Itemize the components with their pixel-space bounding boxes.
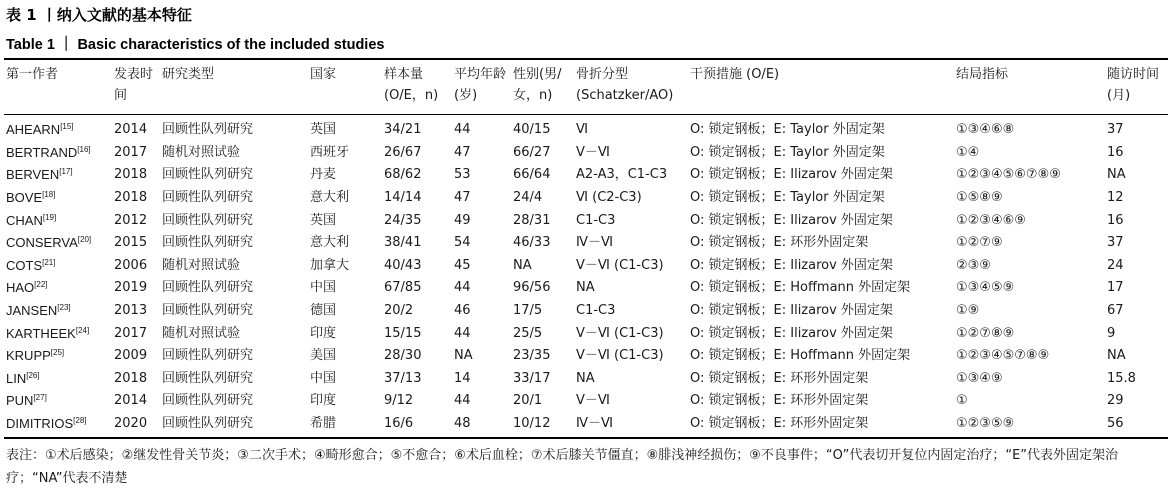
table-bottom-rule [4, 437, 1168, 439]
cell-intervention: O: 锁定钢板；E: Ilizarov 外固定架 [690, 212, 893, 228]
cell-sex: 40/15 [513, 122, 551, 138]
cell-sex: 17/5 [513, 303, 543, 319]
cell-author [4, 164, 112, 187]
cell-followup: 16 [1107, 212, 1124, 228]
table-row [4, 187, 1168, 210]
header-outcome: 结局指标 [956, 67, 1009, 82]
cell-sex: 33/17 [513, 370, 551, 386]
table-header-row [4, 62, 1168, 114]
cell-type: 随机对照试验 [162, 325, 241, 341]
cell-fracture: Ⅵ [576, 122, 588, 138]
cell-sex: 20/1 [513, 393, 543, 409]
reference-number: [26] [26, 370, 40, 380]
cell-intervention: O: 锁定钢板；E: 环形外固定架 [690, 416, 869, 432]
cell-followup: 37 [1107, 235, 1124, 251]
cell-author [4, 142, 112, 165]
cell-sex: 10/12 [513, 416, 551, 432]
cell-age: 49 [454, 212, 471, 228]
cell-sample: 40/43 [384, 257, 422, 273]
author-name: CONSERVA [6, 235, 78, 251]
cell-year: 2009 [114, 348, 148, 364]
author-name: AHEARN [6, 122, 61, 138]
cell-year: 2014 [114, 122, 148, 138]
cell-intervention: O: 锁定钢板；E: Taylor 外固定架 [690, 144, 885, 160]
cell-age: 14 [454, 370, 471, 386]
cell-fracture: Ⅴ－Ⅵ [576, 144, 610, 160]
header-age: 平均年龄(岁) [454, 67, 507, 103]
cell-type: 回顾性队列研究 [162, 303, 254, 319]
cell-outcome: ①③④⑤⑨ [956, 280, 1015, 296]
table-row [4, 277, 1168, 300]
cell-followup: 9 [1107, 325, 1116, 341]
cell-type: 回顾性队列研究 [162, 190, 254, 206]
cell-country: 英国 [310, 122, 337, 138]
reference-number: [19] [42, 212, 57, 222]
author-name: JANSEN [6, 303, 58, 319]
cell-intervention: O: 锁定钢板；E: Taylor 外固定架 [690, 190, 885, 206]
cell-followup: 16 [1107, 144, 1124, 160]
cell-year: 2013 [114, 303, 148, 319]
cell-sex: 46/33 [513, 235, 551, 251]
author-name: HAO [6, 280, 35, 296]
cell-age: 47 [454, 144, 471, 160]
cell-sample: 68/62 [384, 167, 422, 183]
author-name: CHAN [6, 212, 43, 228]
cell-sex: 28/31 [513, 212, 551, 228]
cell-age: 47 [454, 190, 471, 206]
header-sample: 样本量(O/E，n) [384, 67, 439, 103]
table-row [4, 232, 1168, 255]
cell-type: 回顾性队列研究 [162, 212, 254, 228]
cell-age: 44 [454, 325, 471, 341]
cell-country: 意大利 [310, 235, 350, 251]
table-row [4, 300, 1168, 323]
cell-age: 45 [454, 257, 471, 273]
table-caption-en: Table 1 ｜ Basic characteristics of the included studies [6, 37, 385, 53]
cell-intervention: O: 锁定钢板；E: Hoffmann 外固定架 [690, 280, 911, 296]
cell-sample: 38/41 [384, 235, 422, 251]
cell-outcome: ①⑤⑧⑨ [956, 190, 1003, 206]
cell-fracture: NA [576, 280, 595, 296]
cell-year: 2006 [114, 257, 148, 273]
author-name: KRUPP [6, 348, 51, 364]
cell-type: 回顾性队列研究 [162, 370, 254, 386]
cell-age: 53 [454, 167, 471, 183]
table-row [4, 368, 1168, 391]
reference-number: [28] [73, 416, 87, 426]
cell-fracture: Ⅴ－Ⅵ [576, 393, 610, 409]
cell-country: 加拿大 [310, 257, 350, 273]
cell-country: 英国 [310, 212, 337, 228]
cell-year: 2018 [114, 167, 148, 183]
cell-intervention: O: 锁定钢板；E: 环形外固定架 [690, 235, 869, 251]
cell-age: 46 [454, 303, 471, 319]
cell-followup: 37 [1107, 122, 1124, 138]
table-row [4, 345, 1168, 368]
cell-sex: NA [513, 257, 532, 273]
cell-intervention: O: 锁定钢板；E: Taylor 外固定架 [690, 122, 885, 138]
cell-sex: 66/27 [513, 144, 551, 160]
cell-outcome: ①②⑦⑨ [956, 235, 1003, 251]
header-followup: 随访时间(月) [1107, 67, 1160, 103]
table-row [4, 209, 1168, 232]
characteristics-table [4, 62, 1168, 435]
cell-sample: 20/2 [384, 303, 414, 319]
cell-sample: 16/6 [384, 416, 414, 432]
cell-author [4, 187, 112, 210]
table-row [4, 142, 1168, 165]
reference-number: [15] [60, 122, 74, 132]
cell-sample: 14/14 [384, 190, 422, 206]
cell-intervention: O: 锁定钢板；E: 环形外固定架 [690, 370, 869, 386]
reference-number: [25] [50, 348, 65, 358]
cell-fracture: Ⅴ－Ⅵ (C1-C3) [576, 325, 664, 341]
cell-sex: 96/56 [513, 280, 551, 296]
cell-age: 44 [454, 393, 471, 409]
cell-outcome: ①③④⑥⑧ [956, 122, 1015, 138]
cell-outcome: ①⑨ [956, 303, 980, 319]
cell-type: 回顾性队列研究 [162, 393, 254, 409]
reference-number: [16] [77, 144, 91, 154]
cell-fracture: NA [576, 370, 595, 386]
table-row [4, 413, 1168, 436]
cell-year: 2012 [114, 212, 148, 228]
reference-number: [21] [42, 257, 56, 267]
reference-number: [20] [77, 235, 92, 245]
reference-number: [18] [42, 190, 56, 200]
reference-number: [17] [59, 167, 73, 177]
cell-type: 回顾性队列研究 [162, 280, 254, 296]
table-row [4, 255, 1168, 278]
cell-type: 回顾性队列研究 [162, 416, 254, 432]
cell-sample: 24/35 [384, 212, 422, 228]
cell-age: 44 [454, 122, 471, 138]
cell-year: 2017 [114, 325, 148, 341]
cell-followup: NA [1107, 348, 1126, 364]
cell-intervention: O: 锁定钢板；E: Ilizarov 外固定架 [690, 257, 893, 273]
cell-fracture: C1-C3 [576, 212, 616, 228]
cell-fracture: Ⅴ－Ⅵ (C1-C3) [576, 257, 664, 273]
header-fracture: 骨折分型(Schatzker/AO) [576, 67, 674, 103]
cell-followup: 56 [1107, 416, 1124, 432]
cell-age: 48 [454, 416, 471, 432]
cell-fracture: Ⅵ (C2-C3) [576, 190, 642, 206]
cell-sample: 9/12 [384, 393, 414, 409]
cell-age: 44 [454, 280, 471, 296]
author-name: LIN [6, 370, 27, 386]
author-name: KARTHEEK [6, 325, 76, 341]
cell-age: 54 [454, 235, 471, 251]
cell-followup: 29 [1107, 393, 1124, 409]
cell-year: 2015 [114, 235, 148, 251]
table-note: 表注：①术后感染；②继发性骨关节炎；③二次手术；④畸形愈合；⑤不愈合；⑥术后血栓；⑦术后膝关节僵直；⑧腓浅神经损伤；⑨不良事件；“O”代表切开复位内固定治疗；“E”代表外固定架治疗；“NA”代表不清楚 [6, 448, 1119, 486]
cell-type: 回顾性队列研究 [162, 235, 254, 251]
cell-outcome: ①②⑦⑧⑨ [956, 325, 1015, 341]
header-year: 发表时间 [114, 67, 154, 103]
cell-outcome: ①④ [956, 144, 980, 160]
cell-intervention: O: 锁定钢板；E: Ilizarov 外固定架 [690, 303, 893, 319]
cell-author [4, 255, 112, 278]
author-name: BOVE [6, 190, 43, 206]
cell-age: NA [454, 348, 473, 364]
cell-author [4, 368, 112, 391]
reference-number: [27] [33, 393, 47, 403]
cell-sex: 66/64 [513, 167, 551, 183]
cell-followup: 67 [1107, 303, 1124, 319]
cell-author [4, 413, 112, 436]
author-name: DIMITRIOS [6, 416, 74, 432]
cell-country: 意大利 [310, 190, 350, 206]
header-type: 研究类型 [162, 67, 215, 82]
cell-country: 中国 [310, 370, 337, 386]
cell-author [4, 114, 112, 142]
table-top-rule [4, 58, 1168, 60]
cell-followup: NA [1107, 167, 1126, 183]
cell-outcome: ①②③④⑤⑦⑧⑨ [956, 348, 1050, 364]
cell-outcome: ①②③④⑥⑨ [956, 212, 1026, 228]
cell-outcome: ①③④⑨ [956, 370, 1003, 386]
cell-country: 印度 [310, 325, 337, 341]
reference-number: [23] [57, 303, 71, 313]
cell-sample: 34/21 [384, 122, 422, 138]
cell-country: 丹麦 [310, 167, 337, 183]
reference-number: [22] [34, 280, 48, 290]
table-row [4, 322, 1168, 345]
cell-author [4, 300, 112, 323]
cell-sample: 26/67 [384, 144, 422, 160]
cell-sex: 24/4 [513, 190, 543, 206]
cell-followup: 17 [1107, 280, 1124, 296]
cell-country: 希腊 [310, 416, 337, 432]
cell-intervention: O: 锁定钢板；E: 环形外固定架 [690, 393, 869, 409]
cell-outcome: ① [956, 393, 968, 409]
cell-country: 美国 [310, 348, 337, 364]
cell-author [4, 390, 112, 413]
cell-year: 2018 [114, 190, 148, 206]
cell-outcome: ①②③⑤⑨ [956, 416, 1015, 432]
reference-number: [24] [75, 325, 90, 335]
cell-outcome: ①②③④⑤⑥⑦⑧⑨ [956, 167, 1061, 183]
cell-type: 随机对照试验 [162, 144, 241, 160]
cell-country: 印度 [310, 393, 337, 409]
cell-followup: 15.8 [1107, 370, 1136, 386]
cell-followup: 24 [1107, 257, 1124, 273]
cell-author [4, 322, 112, 345]
cell-year: 2017 [114, 144, 148, 160]
cell-fracture: Ⅴ－Ⅵ (C1-C3) [576, 348, 664, 364]
cell-country: 西班牙 [310, 144, 350, 160]
cell-intervention: O: 锁定钢板；E: Ilizarov 外固定架 [690, 167, 893, 183]
cell-followup: 12 [1107, 190, 1124, 206]
table-row [4, 114, 1168, 142]
table-row [4, 164, 1168, 187]
cell-country: 中国 [310, 280, 337, 296]
cell-intervention: O: 锁定钢板；E: Ilizarov 外固定架 [690, 325, 893, 341]
cell-sample: 67/85 [384, 280, 422, 296]
cell-author [4, 345, 112, 368]
cell-fracture: Ⅳ－Ⅵ [576, 235, 613, 251]
cell-fracture: C1-C3 [576, 303, 616, 319]
cell-outcome: ②③⑨ [956, 257, 991, 273]
cell-type: 回顾性队列研究 [162, 167, 254, 183]
cell-year: 2014 [114, 393, 148, 409]
cell-author [4, 232, 112, 255]
author-name: BERVEN [6, 167, 60, 183]
author-name: PUN [6, 393, 34, 409]
cell-sex: 25/5 [513, 325, 543, 341]
header-country: 国家 [310, 67, 337, 82]
cell-type: 回顾性队列研究 [162, 122, 254, 138]
table-body [4, 114, 1168, 435]
cell-year: 2019 [114, 280, 148, 296]
author-name: COTS [6, 257, 43, 273]
cell-author [4, 277, 112, 300]
cell-country: 德国 [310, 303, 337, 319]
cell-type: 随机对照试验 [162, 257, 241, 273]
cell-fracture: Ⅳ－Ⅵ [576, 416, 613, 432]
cell-sex: 23/35 [513, 348, 551, 364]
cell-type: 回顾性队列研究 [162, 348, 254, 364]
cell-sample: 28/30 [384, 348, 422, 364]
cell-sample: 37/13 [384, 370, 422, 386]
cell-author [4, 209, 112, 232]
header-sex: 性别(男/女，n) [513, 67, 562, 103]
table-row [4, 390, 1168, 413]
header-author: 第一作者 [6, 67, 59, 82]
cell-intervention: O: 锁定钢板；E: Hoffmann 外固定架 [690, 348, 911, 364]
author-name: BERTRAND [6, 144, 78, 160]
cell-fracture: A2-A3，C1-C3 [576, 167, 668, 183]
cell-year: 2018 [114, 370, 148, 386]
cell-year: 2020 [114, 416, 148, 432]
cell-sample: 15/15 [384, 325, 422, 341]
header-intervention: 干预措施 (O/E) [690, 67, 780, 82]
table-caption-cn: 表 1 丨纳入文献的基本特征 [6, 6, 192, 24]
